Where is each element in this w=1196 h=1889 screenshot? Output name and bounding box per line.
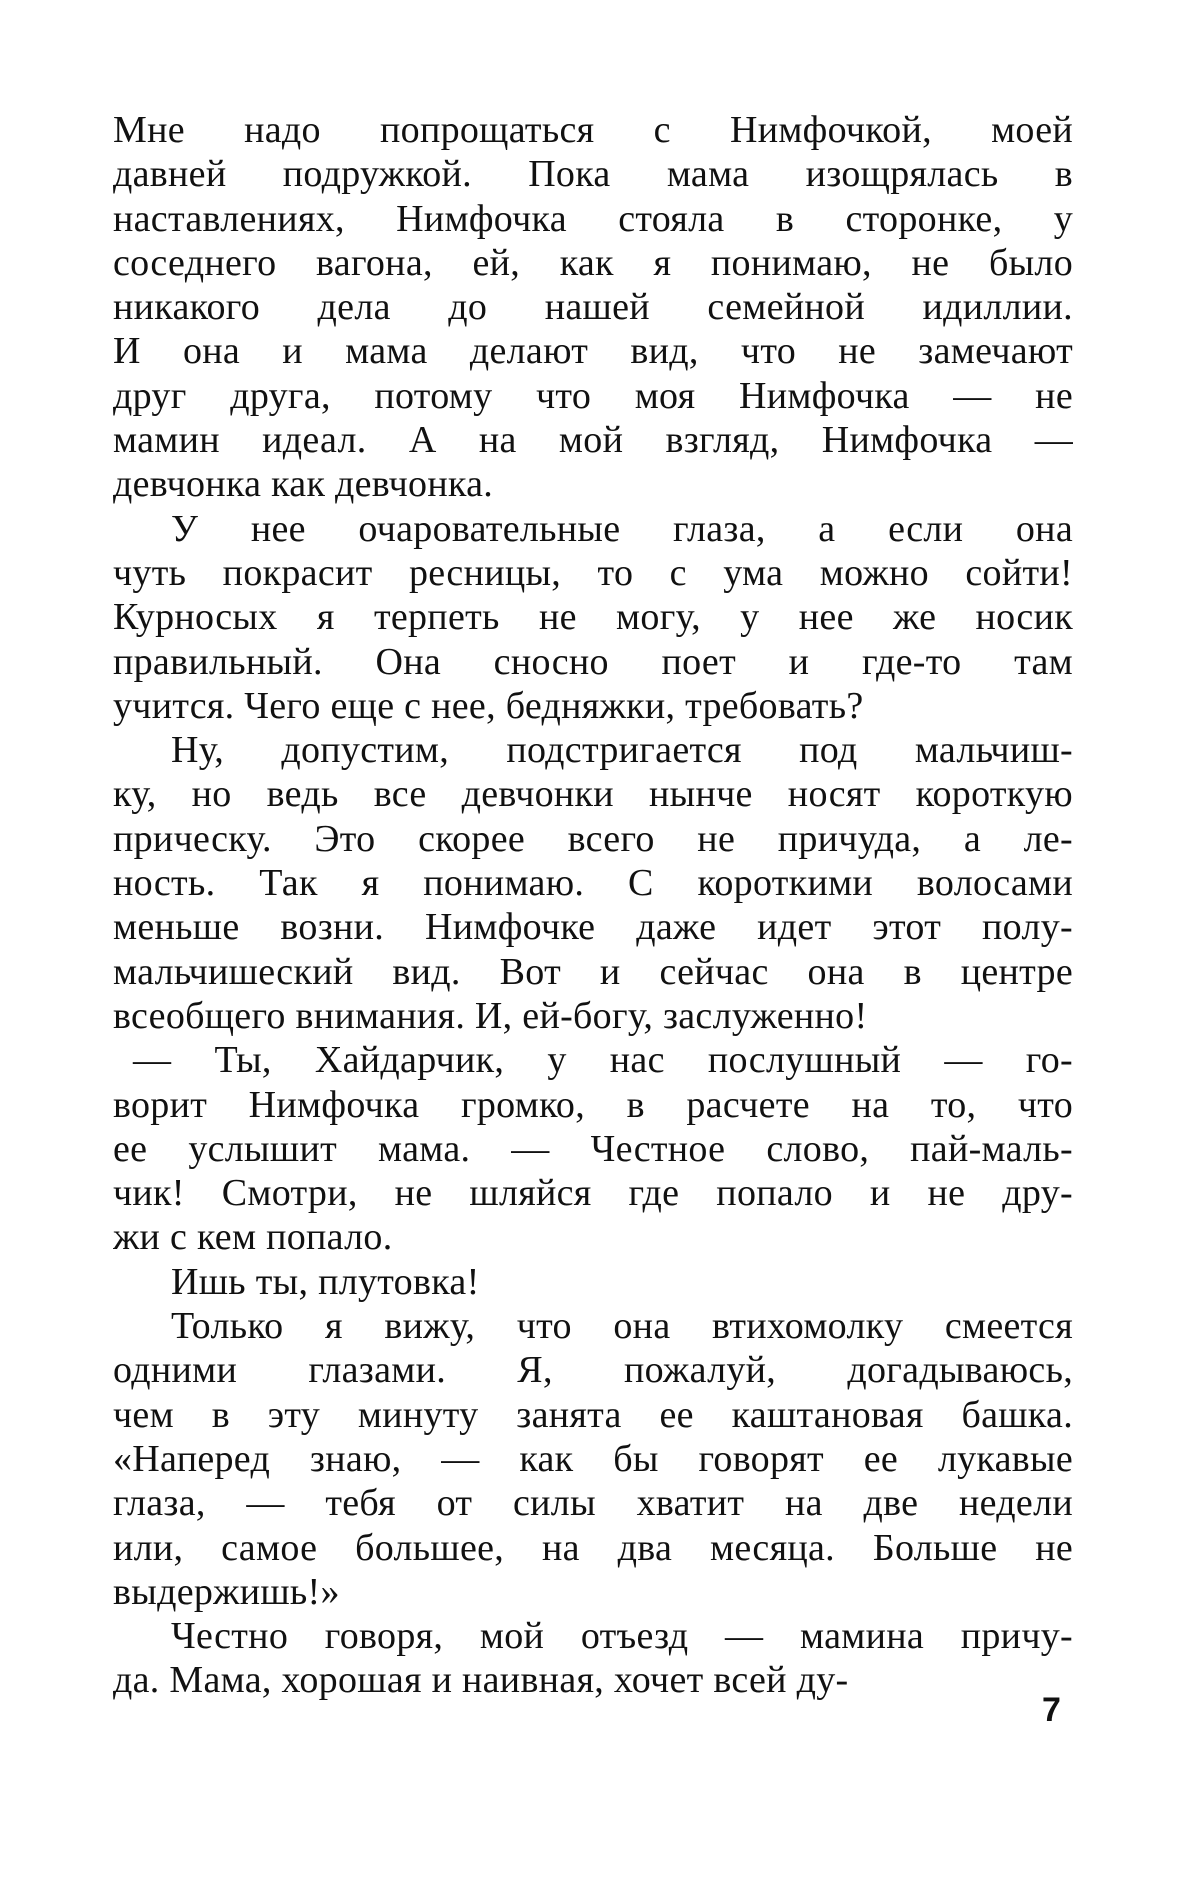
text-line: чик! Смотри, не шляйся где попало и не дру- — [113, 1172, 1073, 1215]
page-number: 7 — [1042, 1691, 1061, 1729]
text-line: — Ты, Хайдарчик, у нас послушный — го- — [133, 1039, 1073, 1082]
text-line: ворит Нимфочка громко, в расчете на то, что — [113, 1083, 1073, 1126]
text-line: У нее очаровательные глаза, а если она — [171, 507, 1073, 550]
text-line: правильный. Она сносно поет и где-то там — [113, 640, 1073, 683]
text-line: мамин идеал. А на мой взгляд, Нимфочка — — [113, 419, 1073, 462]
paragraph — [113, 108, 1073, 507]
paragraph — [113, 728, 1073, 1038]
page-text — [113, 108, 1073, 1703]
text-line: девчонка как девчонка. — [113, 463, 494, 506]
text-line: Ишь ты, плутовка! — [171, 1260, 480, 1303]
text-line: ку, но ведь все девчонки нынче носят короткую — [113, 773, 1073, 816]
text-line: «Наперед знаю, — как бы говорят ее лукавые — [113, 1437, 1073, 1480]
text-line: никакого дела до нашей семейной идиллии. — [113, 286, 1073, 329]
text-line: или, самое большее, на два месяца. Больше не — [113, 1526, 1073, 1569]
text-line: выдержишь!» — [113, 1570, 340, 1613]
text-line: мальчишеский вид. Вот и сейчас она в центре — [113, 950, 1073, 993]
text-line: глаза, — тебя от силы хватит на две недели — [113, 1482, 1073, 1525]
text-line: давней подружкой. Пока мама изощрялась в — [113, 153, 1073, 196]
text-line: Курносых я терпеть не могу, у нее же носик — [113, 596, 1073, 639]
paragraph — [113, 1260, 1073, 1304]
text-line: соседнего вагона, ей, как я понимаю, не было — [113, 241, 1073, 284]
text-line: ее услышит мама. — Честное слово, пай-маль- — [113, 1127, 1073, 1170]
text-line: Только я вижу, что она втихомолку смеется — [171, 1305, 1073, 1348]
text-line: наставлениях, Нимфочка стояла в сторонке, у — [113, 197, 1073, 240]
text-line: чем в эту минуту занята ее каштановая башка. — [113, 1393, 1073, 1436]
text-line: одними глазами. Я, пожалуй, догадываюсь, — [113, 1349, 1073, 1392]
paragraph — [113, 1038, 1073, 1259]
text-line: меньше возни. Нимфочке даже идет этот полу- — [113, 906, 1073, 949]
text-line: чуть покрасит ресницы, то с ума можно сойти! — [113, 551, 1073, 594]
text-line: Честно говоря, мой отъезд — мамина причу- — [171, 1615, 1073, 1658]
paragraph — [113, 1304, 1073, 1614]
text-line: друг друга, потому что моя Нимфочка — не — [113, 374, 1073, 417]
paragraph — [113, 507, 1073, 728]
text-line: да. Мама, хорошая и наивная, хочет всей ду- — [113, 1659, 849, 1702]
text-line: прическу. Это скорее всего не причуда, а ле- — [113, 817, 1073, 860]
text-line: Ну, допустим, подстригается под мальчиш- — [171, 729, 1073, 772]
text-line: И она и мама делают вид, что не замечают — [113, 330, 1073, 373]
text-line: жи с кем попало. — [113, 1216, 393, 1259]
text-line: ность. Так я понимаю. С короткими волосами — [113, 862, 1073, 905]
paragraph — [113, 1614, 1073, 1703]
text-line: Мне надо попрощаться с Нимфочкой, моей — [113, 109, 1073, 151]
text-line: всеобщего внимания. И, ей-богу, заслуженно! — [113, 994, 868, 1037]
text-line: учится. Чего еще с нее, бедняжки, требовать? — [113, 684, 864, 727]
